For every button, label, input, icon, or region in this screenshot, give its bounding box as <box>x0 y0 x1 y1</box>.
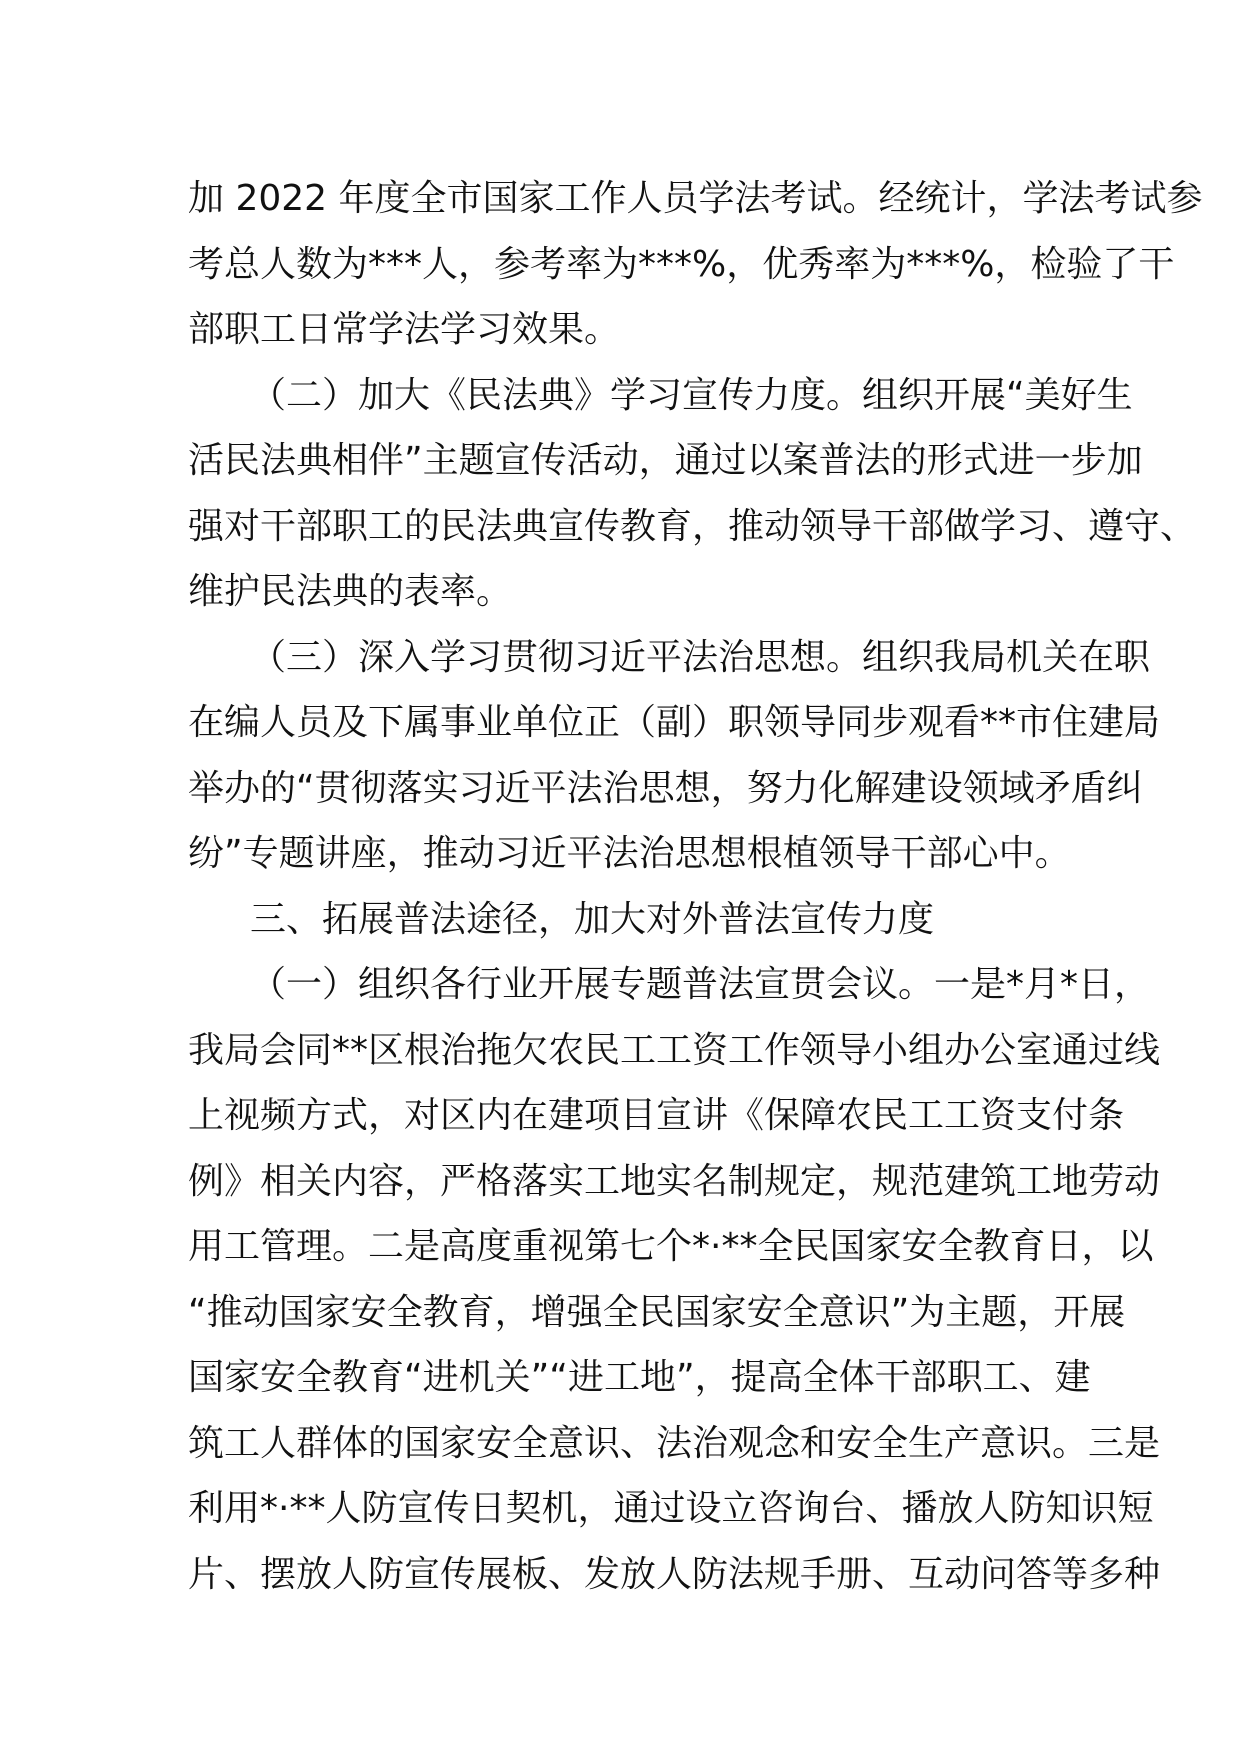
text-line: 上视频方式，对区内在建项目宣讲《保障农民工工资支付条 <box>188 1095 1125 1136</box>
section-heading: 三、拓展普法途径，加大对外普法宣传力度 <box>250 898 935 940</box>
text-line: 用工管理。二是高度重视第七个*·**全民国家安全教育日，以 <box>188 1226 1154 1267</box>
text-line: 片、摆放人防宣传展板、发放人防法规手册、互动问答等多种 <box>188 1553 1161 1595</box>
text-line: 强对干部职工的民法典宣传教育，推动领导干部做学习、遵守、 <box>188 505 1197 547</box>
text-line: 我局会同**区根治拖欠农民工工资工作领导小组办公室通过线 <box>188 1029 1161 1071</box>
paragraph-heading-line: （三）深入学习贯彻习近平法治思想。组织我局机关在职 <box>250 636 1151 678</box>
text-line: 部职工日常学法学习效果。 <box>188 309 621 350</box>
text-line: 举办的“贯彻落实习近平法治思想，努力化解建设领域矛盾纠 <box>188 767 1143 809</box>
text-line: 例》相关内容，严格落实工地实名制规定，规范建筑工地劳动 <box>188 1160 1161 1202</box>
text-line: 加 2022 年度全市国家工作人员学法考试。经统计，学法考试参 <box>188 178 1203 219</box>
text-line: 纷”专题讲座，推动习近平法治思想根植领导干部心中。 <box>188 833 1071 874</box>
text-line: 活民法典相伴”主题宣传活动，通过以案普法的形式进一步加 <box>188 440 1143 481</box>
paragraph-heading-line: （二）加大《民法典》学习宣传力度。组织开展“美好生 <box>250 374 1133 416</box>
text-line: 维护民法典的表率。 <box>188 571 513 612</box>
text-line: “推动国家安全教育，增强全民国家安全意识”为主题，开展 <box>188 1291 1126 1333</box>
text-line: 利用*·**人防宣传日契机，通过设立咨询台、播放人防知识短 <box>188 1488 1154 1529</box>
paragraph-heading-line: （一）组织各行业开展专题普法宣贯会议。一是*月*日， <box>250 964 1151 1005</box>
text-line: 筑工人群体的国家安全意识、法治观念和安全生产意识。三是 <box>188 1422 1161 1464</box>
text-line: 在编人员及下属事业单位正（副）职领导同步观看**市住建局 <box>188 702 1161 743</box>
document-body <box>188 166 1203 1607</box>
text-line: 考总人数为***人，参考率为***%，优秀率为***%，检验了干 <box>188 243 1175 285</box>
text-line: 国家安全教育“进机关”“进工地”，提高全体干部职工、建 <box>188 1357 1091 1398</box>
